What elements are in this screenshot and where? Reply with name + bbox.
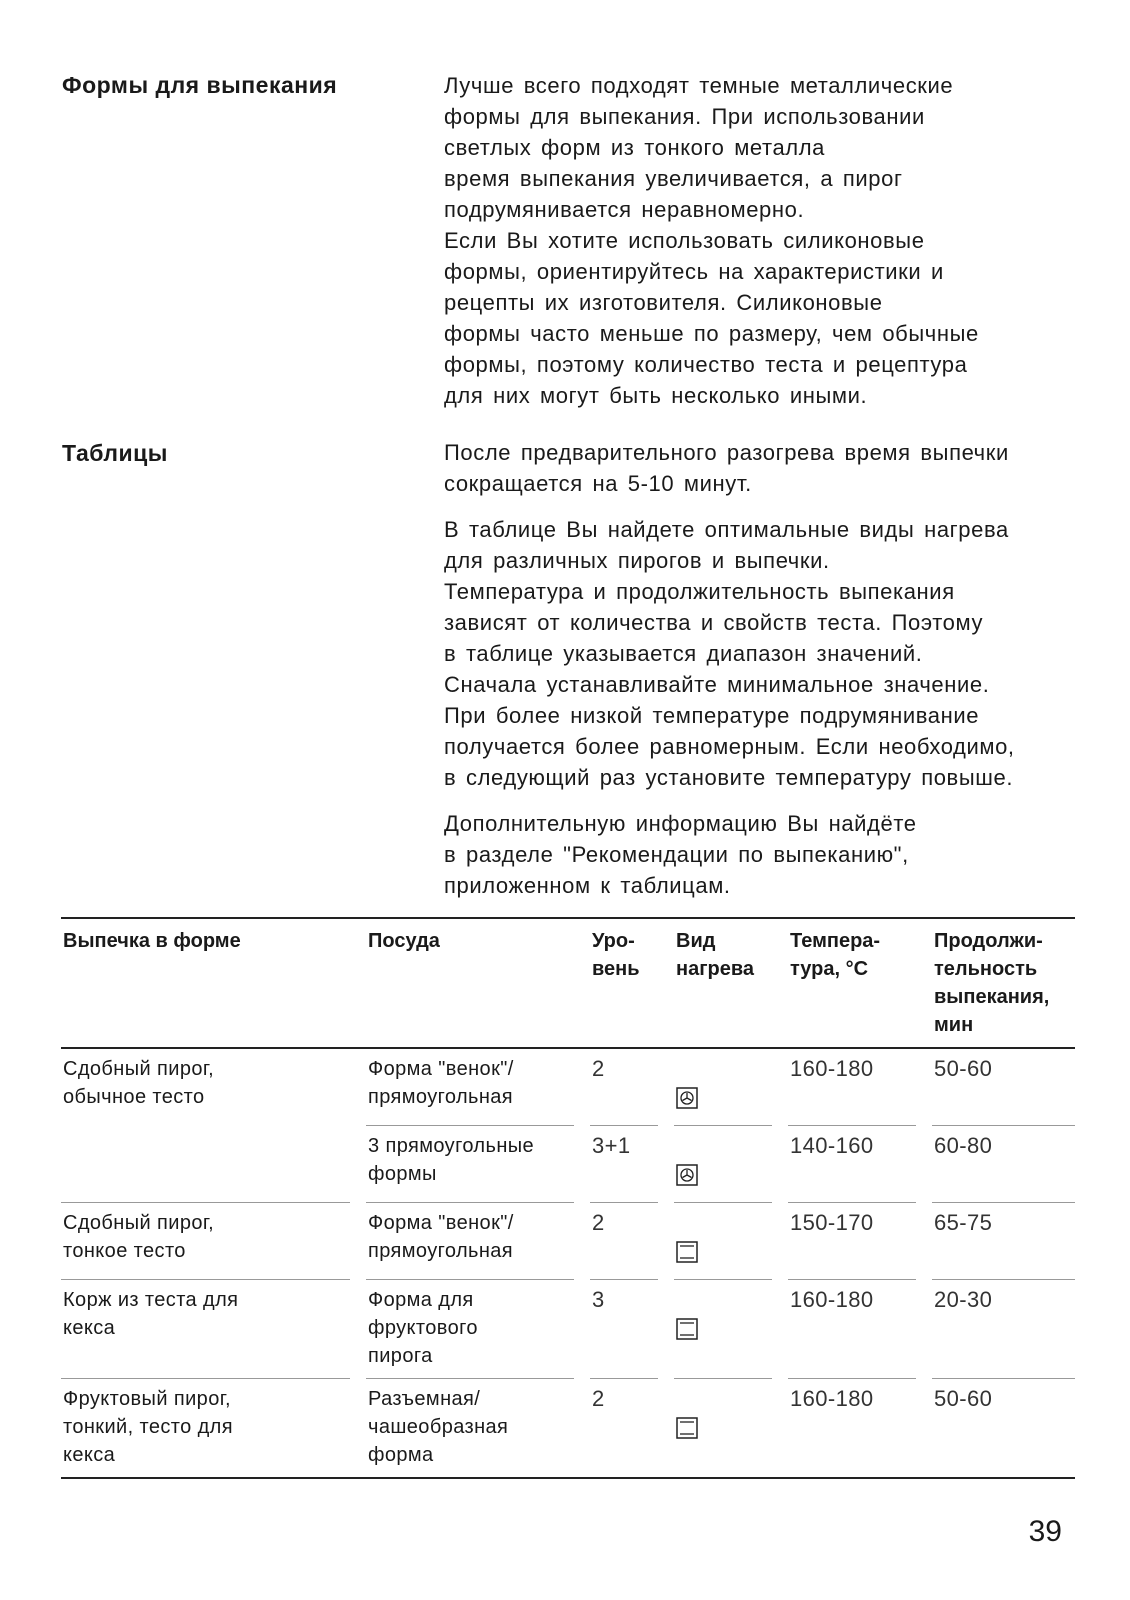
section-heading-baking-forms: Формы для выпекания xyxy=(62,72,338,98)
cell-item: Корж из теста для кекса xyxy=(61,1279,350,1378)
cell-dish: Форма "венок"/ прямоугольная xyxy=(366,1202,574,1279)
cell-dish: Разъемная/ чашеобразная форма xyxy=(366,1378,574,1479)
cell-temperature: 160-180 xyxy=(788,1279,916,1378)
cell-level: 2 xyxy=(592,1056,605,1081)
baking-table xyxy=(61,917,1075,1479)
hot-air-icon xyxy=(676,1087,698,1109)
baking-table-container xyxy=(61,917,1075,1479)
table-row xyxy=(61,1378,1075,1479)
top-bottom-heat-icon xyxy=(676,1318,698,1340)
top-bottom-heat-icon xyxy=(676,1417,698,1439)
cell-duration: 50-60 xyxy=(932,1378,1075,1479)
baking-forms-paragraph: Лучше всего подходят темные металлические формы для выпекания. При использовании светлых форм из тонкого металла время выпекания увеличивается, а пирог подрумянивается неравномерно. Если Вы хотите использовать силиконовые формы, ориентируйтесь на характеристики и рецепты их изготовителя. Силиконовые формы часто меньше по размеру, чем обычные формы, поэтому количество теста и рецептура для них могут быть несколько иными. xyxy=(444,73,979,408)
cell-temperature: 140-160 xyxy=(788,1125,916,1202)
cell-heating xyxy=(674,1279,772,1378)
section-heading-tables: Таблицы xyxy=(62,440,168,466)
page-number: 39 xyxy=(1028,1515,1062,1548)
cell-temperature: 160-180 xyxy=(790,1056,874,1081)
table-row xyxy=(61,1049,1075,1125)
cell-item: Сдобный пирог, тонкое тесто xyxy=(61,1202,350,1279)
table-header-row xyxy=(61,917,1075,1049)
cell-heating xyxy=(674,1202,772,1279)
header-duration: Продолжи- тельность выпекания, мин xyxy=(932,917,1075,1049)
tables-paragraph-ranges: В таблице Вы найдете оптимальные виды нагрева для различных пирогов и выпечки. Температура и продолжительность выпекания зависят от количества и свойств теста. Поэтому в таблице указывается диапазон значений. Сначала устанавливайте минимальное значение. При более низкой температуре подрумянивание получается более равномерным. Если необходимо, в следующий раз установите температуру повыше. xyxy=(444,517,1015,790)
cell-dish: Форма для фруктового пирога xyxy=(366,1279,574,1378)
baking-forms-text-block xyxy=(444,70,1084,411)
cell-heating xyxy=(674,1378,772,1479)
table-row xyxy=(61,1202,1075,1279)
header-heating: Вид нагрева xyxy=(674,917,772,1049)
cell-duration: 65-75 xyxy=(932,1202,1075,1279)
cell-heating xyxy=(674,1049,772,1125)
cell-dish: 3 прямоугольные формы xyxy=(366,1125,574,1202)
cell-temperature: 150-170 xyxy=(788,1202,916,1279)
header-temperature: Темпера- тура, °C xyxy=(788,917,916,1049)
cell-item: Сдобный пирог, обычное тесто xyxy=(63,1058,215,1108)
hot-air-icon xyxy=(676,1164,698,1186)
cell-temperature: 160-180 xyxy=(788,1378,916,1479)
cell-heating xyxy=(674,1125,772,1202)
top-bottom-heat-icon xyxy=(676,1241,698,1263)
cell-level: 2 xyxy=(590,1202,658,1279)
header-dish: Посуда xyxy=(366,917,574,1049)
cell-duration: 50-60 xyxy=(934,1056,993,1081)
cell-level: 2 xyxy=(590,1378,658,1479)
cell-dish: Форма "венок"/ прямоугольная xyxy=(368,1058,514,1108)
header-level: Уро- вень xyxy=(590,917,658,1049)
cell-duration: 20-30 xyxy=(932,1279,1075,1378)
cell-item: Фруктовый пирог, тонкий, тесто для кекса xyxy=(61,1378,350,1479)
table-row xyxy=(61,1279,1075,1378)
tables-text-block xyxy=(444,437,1084,901)
cell-duration: 60-80 xyxy=(932,1125,1075,1202)
tables-paragraph-more-info: Дополнительную информацию Вы найдёте в разделе "Рекомендации по выпеканию", приложенном к таблицам. xyxy=(444,811,917,898)
tables-paragraph-preheat: После предварительного разогрева время выпечки сокращается на 5-10 минут. xyxy=(444,440,1009,496)
cell-level: 3+1 xyxy=(590,1125,658,1202)
header-item: Выпечка в форме xyxy=(61,917,350,1049)
cell-level: 3 xyxy=(590,1279,658,1378)
